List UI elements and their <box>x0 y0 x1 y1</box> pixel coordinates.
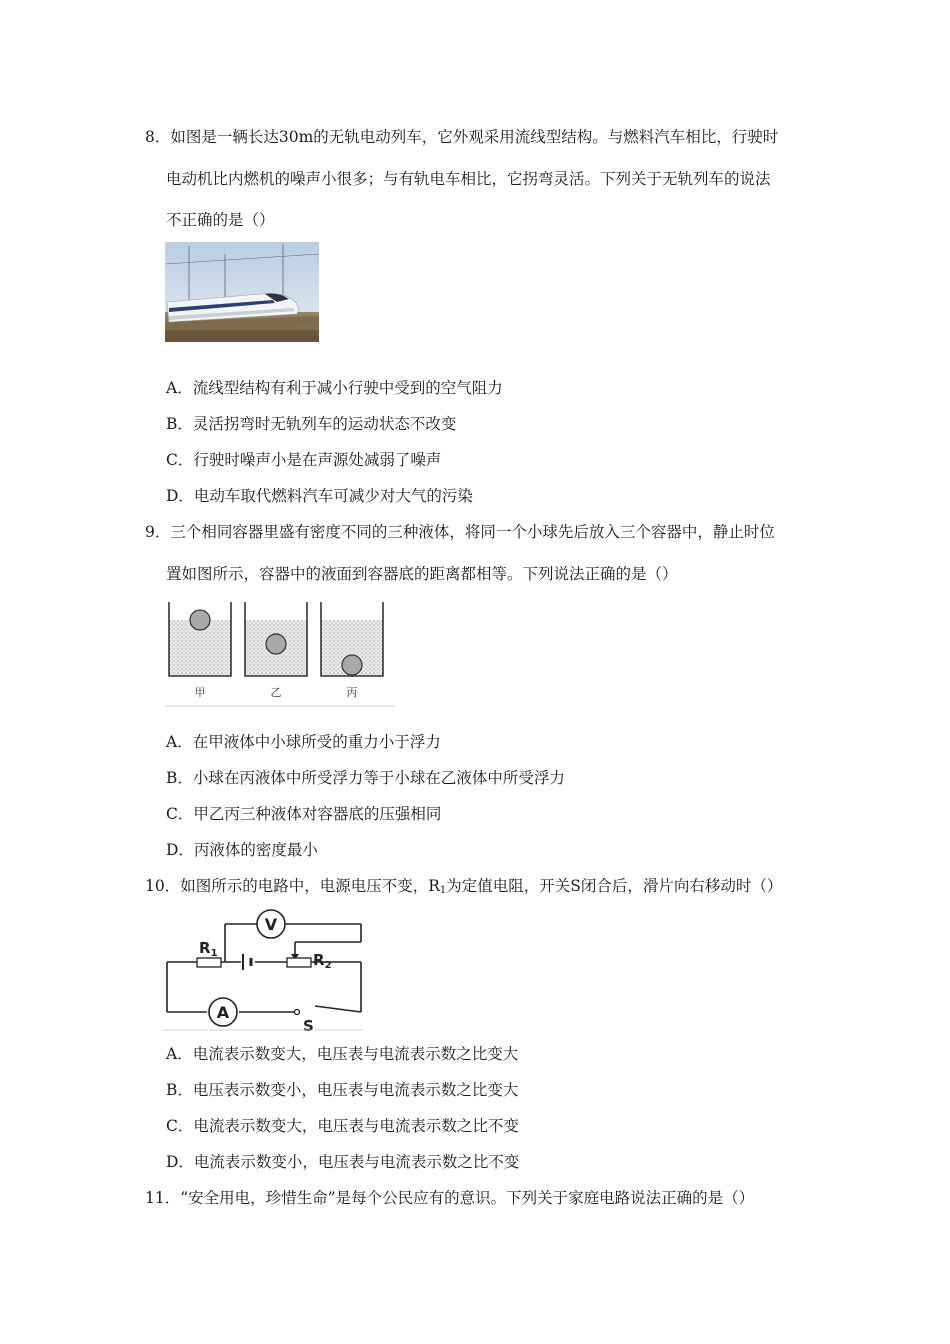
q8-option-b: B．灵活拐弯时无轨列车的运动状态不改变 <box>166 415 457 433</box>
r1-label: $R_1$ <box>199 939 218 959</box>
container-yi <box>245 602 307 676</box>
q9-option-d: D．丙液体的密度最小 <box>166 841 318 859</box>
q9-line-1 <box>145 522 775 542</box>
q11-number: 11． <box>145 1189 181 1207</box>
label-bing: 丙 <box>346 686 358 699</box>
q10-stem-b: 为定值电阻，开关S闭合后，滑片向右移动时（） <box>446 877 783 895</box>
q8-stem-line-2: 电动机比内燃机的噪声小很多；与有轨电车相比，它拐弯灵活。下列关于无轨列车的说法 <box>166 170 771 188</box>
q10-option-a: A．电流表示数变大，电压表与电流表示数之比变大 <box>166 1045 519 1063</box>
q9-containers-figure <box>165 600 395 708</box>
q10-line-1 <box>145 876 782 901</box>
q8-line-1 <box>145 127 778 147</box>
container-jia <box>169 602 231 676</box>
q8-option-d: D．电动车取代燃料汽车可减少对大气的污染 <box>166 487 473 505</box>
label-yi: 乙 <box>270 686 282 699</box>
q9-stem-line-1: 三个相同容器里盛有密度不同的三种液体，将同一个小球先后放入三个容器中，静止时位 <box>170 523 775 541</box>
q9-stem-line-2: 置如图所示，容器中的液面到容器底的距离都相等。下列说法正确的是（） <box>166 565 678 583</box>
q10-stem-a: 如图所示的电路中，电源电压不变，R <box>180 877 440 895</box>
switch-symbol <box>295 1010 300 1015</box>
q8-option-c: C．行驶时噪声小是在声源处减弱了噪声 <box>166 451 442 469</box>
q11-line-1 <box>145 1188 754 1208</box>
q9-number: 9． <box>145 523 171 541</box>
q10-option-c: C．电流表示数变大，电压表与电流表示数之比不变 <box>166 1117 519 1135</box>
q9-option-a: A．在甲液体中小球所受的重力小于浮力 <box>166 733 441 751</box>
q9-option-b: B．小球在丙液体中所受浮力等于小球在乙液体中所受浮力 <box>166 769 565 787</box>
q8-stem-line-1: 如图是一辆长达30m的无轨电动列车，它外观采用流线型结构。与燃料汽车相比，行驶时 <box>170 128 779 146</box>
ammeter-label: A <box>216 1003 230 1022</box>
q10-option-d: D．电流表示数变小，电压表与电流表示数之比不变 <box>166 1153 520 1171</box>
r2-label: $R_2$ <box>313 951 332 971</box>
q9-option-c: C．甲乙丙三种液体对容器底的压强相同 <box>166 805 442 823</box>
q8-option-a: A．流线型结构有利于减小行驶中受到的空气阻力 <box>166 379 503 397</box>
q10-circuit-diagram <box>163 908 367 1032</box>
label-jia: 甲 <box>194 686 206 699</box>
q8-train-photo <box>165 242 319 342</box>
q11-stem-line-1: “安全用电，珍惜生命”是每个公民应有的意识。下列关于家庭电路说法正确的是（） <box>180 1189 755 1207</box>
q8-number: 8． <box>145 128 171 146</box>
r1-resistor <box>197 958 221 967</box>
r2-rheostat <box>287 958 311 967</box>
q10-option-b: B．电压表示数变小，电压表与电流表示数之比变大 <box>166 1081 519 1099</box>
q10-number: 10． <box>145 877 181 895</box>
voltmeter-label: V <box>264 915 278 934</box>
container-bing <box>321 602 383 676</box>
switch-label: S <box>303 1017 314 1032</box>
q10-stem-sub: 1 <box>439 885 447 896</box>
q8-stem-line-3: 不正确的是（） <box>166 211 275 229</box>
